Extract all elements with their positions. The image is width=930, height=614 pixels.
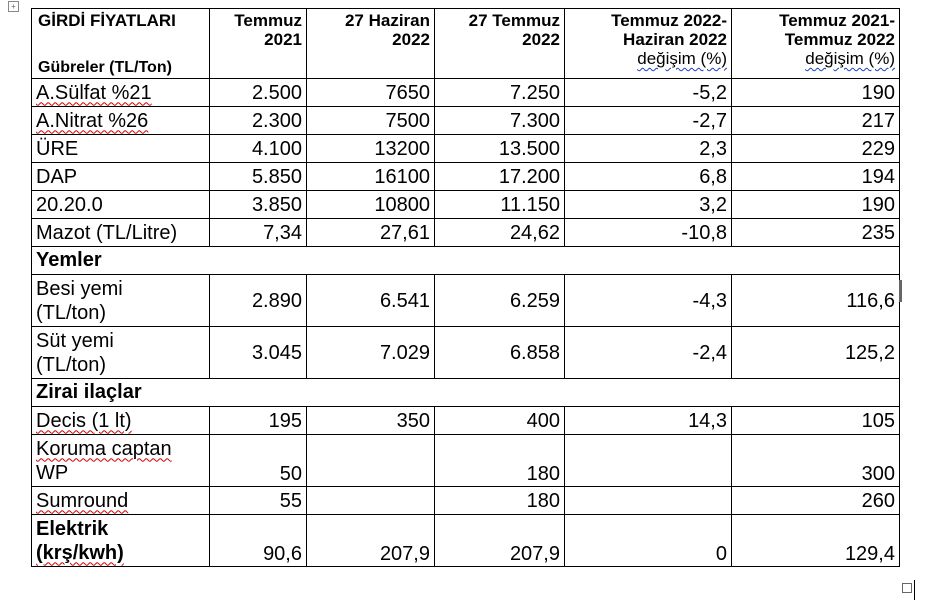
table-cell: 16100: [307, 163, 435, 191]
table-cell: 7.250: [435, 79, 565, 107]
row-label-text: WP: [36, 461, 69, 484]
header-text: Temmuz: [234, 11, 302, 30]
table-cell: 6.541: [307, 275, 435, 327]
table-cell: -4,3: [565, 275, 732, 327]
table-cell: 3,2: [565, 191, 732, 219]
table-cell: 7650: [307, 79, 435, 107]
table-row: [32, 79, 900, 107]
row-label: ÜRE: [32, 135, 210, 163]
table-cell: 3.850: [210, 191, 307, 219]
table-cell: 300: [732, 435, 900, 487]
table-cell: 190: [732, 79, 900, 107]
table-row: [32, 515, 900, 567]
table-cell: 195: [210, 407, 307, 435]
row-label-text: Koruma captan: [36, 437, 172, 460]
table-cell: 229: [732, 135, 900, 163]
table-row: [32, 135, 900, 163]
table-cell: 17.200: [435, 163, 565, 191]
table-title: GİRDİ FİYATLARI: [38, 11, 176, 30]
row-label-text: (krş/kwh): [36, 541, 124, 564]
section-row-feed: [32, 247, 900, 275]
header-cell-title: [32, 9, 210, 79]
header-subtext: değişim (%): [805, 49, 895, 68]
row-label-text: Sumround: [36, 489, 129, 512]
header-text: 2022: [392, 30, 430, 49]
table-cell: 7.029: [307, 327, 435, 379]
header-cell-jul2021: [210, 9, 307, 79]
table-cell: 125,2: [732, 327, 900, 379]
section-row-pesticides: [32, 379, 900, 407]
table-row: [32, 435, 900, 487]
table-cell: 6,8: [565, 163, 732, 191]
header-text: 2022: [522, 30, 560, 49]
table-row: [32, 327, 900, 379]
row-label: [32, 407, 210, 435]
table-cell: 7500: [307, 107, 435, 135]
table-cell: 260: [732, 487, 900, 515]
text-cursor: [914, 580, 915, 600]
table-anchor-icon[interactable]: +: [8, 1, 19, 12]
row-label: [32, 435, 210, 487]
table-cell: 129,4: [732, 515, 900, 567]
table-cell: -10,8: [565, 219, 732, 247]
table-cell: 350: [307, 407, 435, 435]
row-label-text: A.Nitrat %26: [36, 109, 149, 132]
input-prices-table: [31, 8, 900, 567]
table-cell: 6.259: [435, 275, 565, 327]
table-cell: 180: [435, 487, 565, 515]
header-text: Temmuz 2022: [784, 30, 895, 49]
row-label: Mazot (TL/Litre): [32, 219, 210, 247]
table-cell: 180: [435, 435, 565, 487]
row-label: 20.20.0: [32, 191, 210, 219]
table-cell: [565, 487, 732, 515]
table-cell: 55: [210, 487, 307, 515]
table-cell: 207,9: [307, 515, 435, 567]
header-text: 2021: [264, 30, 302, 49]
table-cell: 6.858: [435, 327, 565, 379]
header-cell-jul2022: [435, 9, 565, 79]
table-cell: 3.045: [210, 327, 307, 379]
row-label: [32, 275, 210, 327]
header-cell-jun2022: [307, 9, 435, 79]
table-cell: 13200: [307, 135, 435, 163]
row-label-text: Elektrik: [36, 517, 109, 540]
header-cell-yearly-change: [732, 9, 900, 79]
table-cell: 2.500: [210, 79, 307, 107]
table-cell: 116,6: [732, 275, 900, 327]
header-subtext: değişim (%): [637, 49, 727, 68]
row-label: DAP: [32, 163, 210, 191]
table-row: [32, 487, 900, 515]
header-row: [32, 9, 900, 79]
table-cell: -2,7: [565, 107, 732, 135]
table-cell: 400: [435, 407, 565, 435]
table-cell: 4.100: [210, 135, 307, 163]
table-cell: 10800: [307, 191, 435, 219]
table-cell: 5.850: [210, 163, 307, 191]
table-cell: -5,2: [565, 79, 732, 107]
table-cell: 7,34: [210, 219, 307, 247]
table-row: [32, 407, 900, 435]
table-cell: 7.300: [435, 107, 565, 135]
header-text: Haziran 2022: [623, 30, 727, 49]
table-cell: -2,4: [565, 327, 732, 379]
table-cell: 207,9: [435, 515, 565, 567]
section-heading: Yemler: [32, 247, 900, 275]
table-cell: 27,61: [307, 219, 435, 247]
header-text: Temmuz 2022-: [611, 11, 727, 30]
row-label-text: (TL/ton): [36, 301, 107, 324]
table-row: [32, 163, 900, 191]
table-cell: 217: [732, 107, 900, 135]
table-cell: [307, 487, 435, 515]
table-row: [32, 107, 900, 135]
table-cell: 13.500: [435, 135, 565, 163]
table-cell: 0: [565, 515, 732, 567]
table-cell: 50: [210, 435, 307, 487]
row-label: [32, 79, 210, 107]
header-text: 27 Haziran: [344, 11, 430, 30]
table-cell: 235: [732, 219, 900, 247]
row-label-text: Decis (1 lt): [36, 409, 132, 432]
row-label-text: A.Sülfat %21: [36, 81, 152, 104]
row-label: [32, 107, 210, 135]
table-resize-handle[interactable]: [902, 583, 912, 593]
header-text: 27 Temmuz: [468, 11, 560, 30]
header-cell-monthly-change: [565, 9, 732, 79]
row-label: [32, 487, 210, 515]
column-resize-handle[interactable]: [899, 280, 902, 302]
table-cell: 14,3: [565, 407, 732, 435]
row-label-text: Süt yemi: [36, 329, 114, 352]
table-row: [32, 219, 900, 247]
section-heading: Zirai ilaçlar: [32, 379, 900, 407]
row-label-text: Besi yemi: [36, 277, 123, 300]
row-label: [32, 327, 210, 379]
table-cell: 2,3: [565, 135, 732, 163]
row-label-text: (TL/ton): [36, 353, 107, 376]
table-cell: [307, 435, 435, 487]
table-row: [32, 275, 900, 327]
table-cell: 190: [732, 191, 900, 219]
table-cell: 11.150: [435, 191, 565, 219]
table-cell: 194: [732, 163, 900, 191]
table-cell: 105: [732, 407, 900, 435]
fertilizer-unit-label: Gübreler (TL/Ton): [38, 59, 172, 76]
header-text: Temmuz 2021-: [779, 11, 895, 30]
table-row: [32, 191, 900, 219]
row-label: [32, 515, 210, 567]
table-cell: [565, 435, 732, 487]
table-cell: 24,62: [435, 219, 565, 247]
table-cell: 2.890: [210, 275, 307, 327]
table-cell: 2.300: [210, 107, 307, 135]
table-cell: 90,6: [210, 515, 307, 567]
